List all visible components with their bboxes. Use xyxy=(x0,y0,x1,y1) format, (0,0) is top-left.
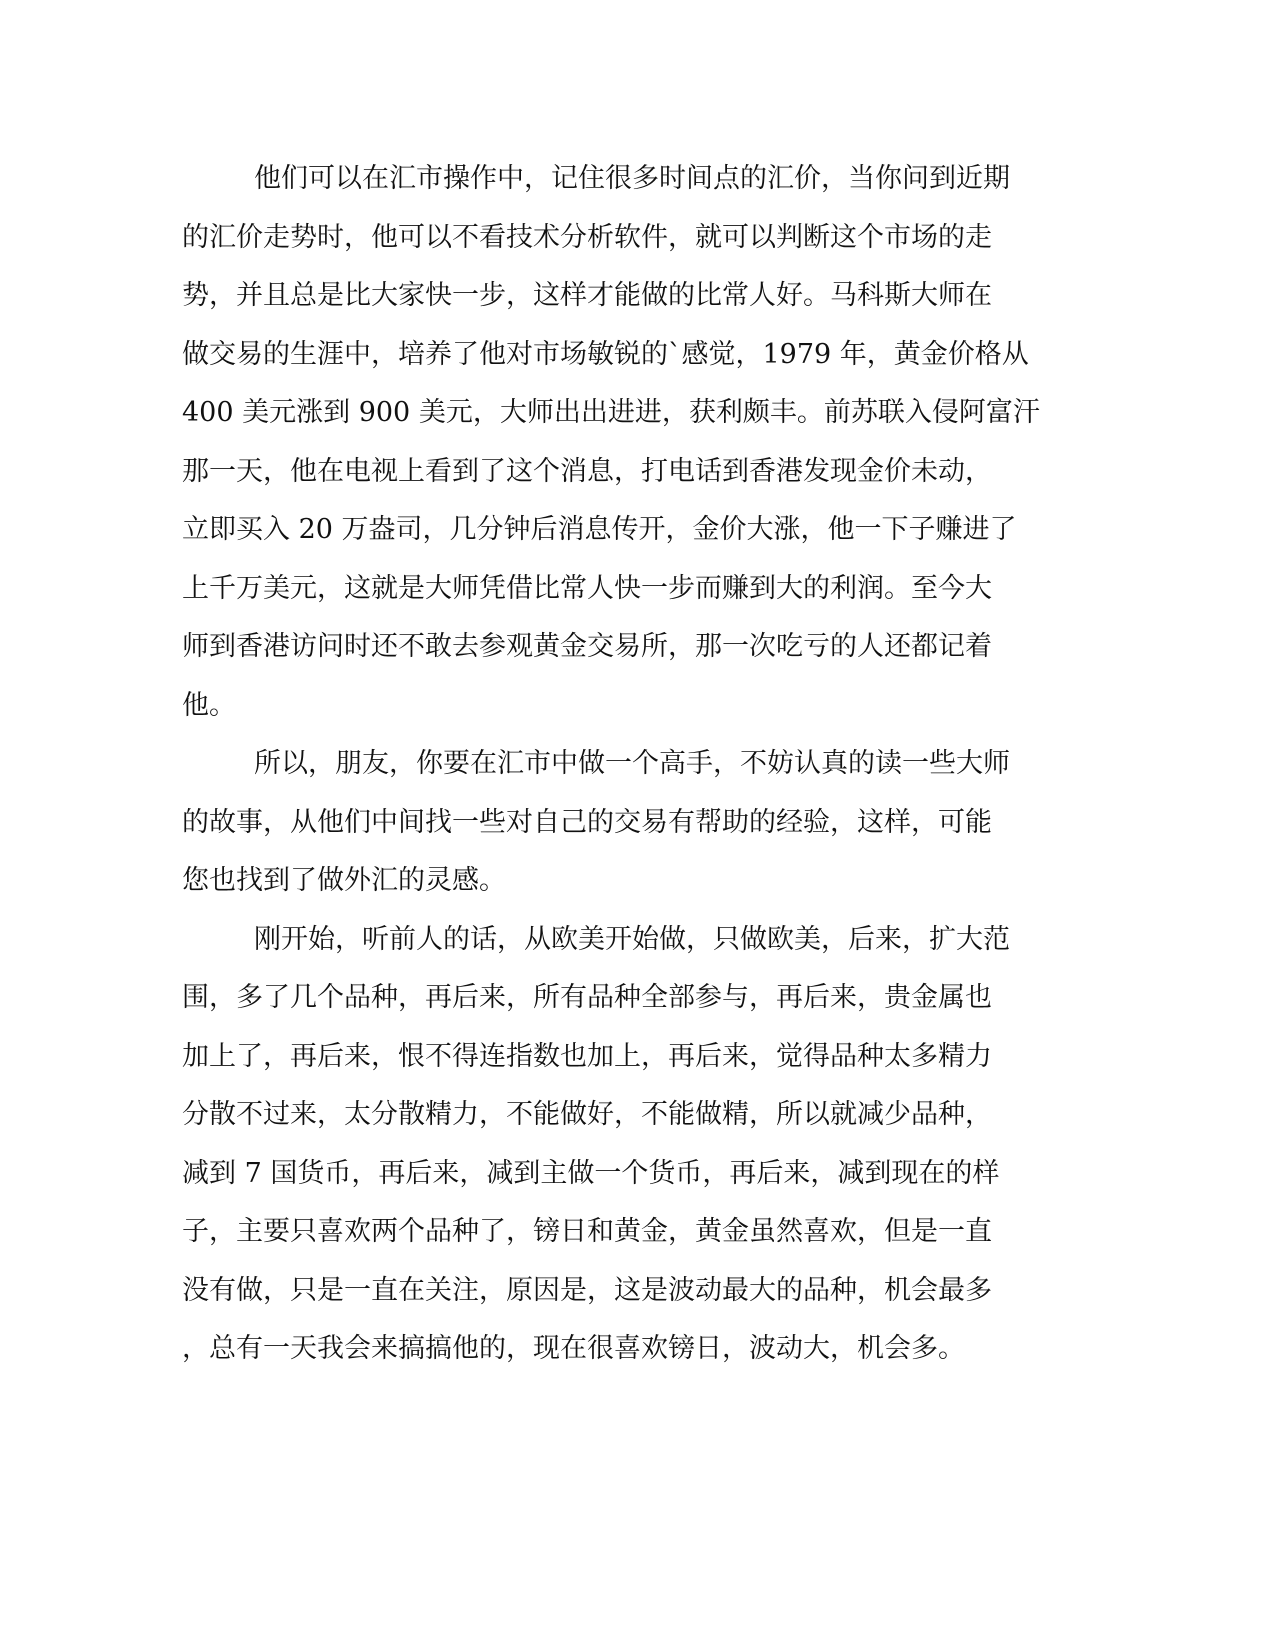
text-line: 师到香港访问时还不敢去参观黄金交易所，那一次吃亏的人还都记着 xyxy=(182,631,992,662)
text-line: 子，主要只喜欢两个品种了，镑日和黄金，黄金虽然喜欢，但是一直 xyxy=(182,1216,992,1247)
paragraph xyxy=(182,150,1062,735)
text-line: 没有做，只是一直在关注，原因是，这是波动最大的品种，机会最多 xyxy=(182,1274,992,1306)
text-line: 的故事，从他们中间找一些对自己的交易有帮助的经验，这样，可能 xyxy=(182,806,992,838)
text-line: 上千万美元，这就是大师凭借比常人快一步而赚到大的利润。至今大 xyxy=(182,572,992,604)
text-line: 的汇价走势时，他可以不看技术分析软件，就可以判断这个市场的走 xyxy=(182,221,992,253)
text-line: 您也找到了做外汇的灵感。 xyxy=(182,865,506,896)
paragraph xyxy=(182,735,1062,911)
text-line: 那一天，他在电视上看到了这个消息，打电话到香港发现金价未动， xyxy=(182,455,992,487)
text-line: 围，多了几个品种，再后来，所有品种全部参与，再后来，贵金属也 xyxy=(182,982,992,1013)
text-line: 减到 7 国货币，再后来，减到主做一个货币，再后来，减到现在的样 xyxy=(182,1157,1000,1189)
text-line: 400 美元涨到 900 美元，大师出出进进，获利颇丰。前苏联入侵阿富汗 xyxy=(182,397,1040,428)
text-line: 加上了，再后来，恨不得连指数也加上，再后来，觉得品种太多精力 xyxy=(182,1040,992,1072)
text-line: 做交易的生涯中，培养了他对市场敏锐的`感觉，1979 年，黄金价格从 xyxy=(182,338,1029,370)
document-body xyxy=(182,150,1062,1379)
text-line: ，总有一天我会来搞搞他的，现在很喜欢镑日，波动大，机会多。 xyxy=(182,1333,965,1364)
text-line: 势，并且总是比大家快一步，这样才能做的比常人好。马科斯大师在 xyxy=(182,280,992,311)
text-line: 刚开始，听前人的话，从欧美开始做，只做欧美，后来，扩大范 xyxy=(254,923,1010,955)
text-line: 分散不过来，太分散精力，不能做好，不能做精，所以就减少品种， xyxy=(182,1099,992,1130)
text-line: 他。 xyxy=(182,689,236,721)
text-line: 他们可以在汇市操作中，记住很多时间点的汇价，当你问到近期 xyxy=(254,163,1010,194)
text-line: 立即买入 20 万盎司，几分钟后消息传开，金价大涨，他一下子赚进了 xyxy=(182,514,1017,545)
paragraph xyxy=(182,911,1062,1379)
text-line: 所以，朋友，你要在汇市中做一个高手，不妨认真的读一些大师 xyxy=(254,748,1010,779)
